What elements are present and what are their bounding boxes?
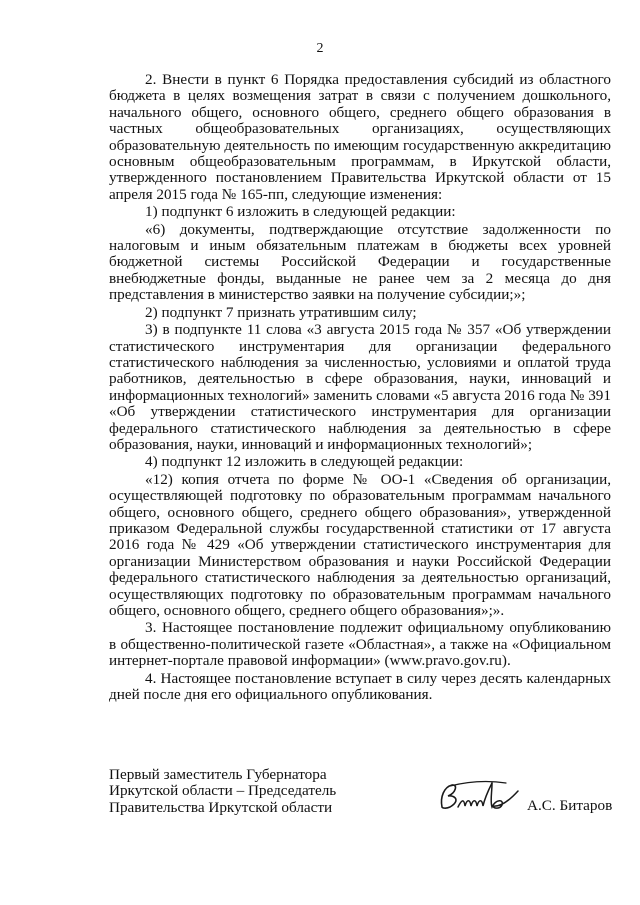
paragraph-subitem-4: 4) подпункт 12 изложить в следующей редакции: [145,453,464,471]
signer-position-line: Правительства Иркутской области [109,798,333,816]
signer-position-line: Иркутской области – Председатель [109,782,337,800]
page-number: 2 [316,41,324,56]
paragraph-item-2: 2. Внести в пункт 6 Порядка предоставления субсидий из областного бюджета в целях возмещения затрат в связи с получением дошкольного, начального общего, основного общего, среднего общего образования в частных общеобразовательных организациях, осуществляющих образовательную деятельность по имеющим государственную аккредитацию основным общеобразовательным программам, в Иркутской области, утвержденного постановлением Правительства Иркутской области от 15 апреля 2015 года № 165-пп, следующие изменения: [109,71,611,203]
signature-block [109,767,611,837]
paragraph-item-4: 4. Настоящее постановление вступает в силу через десять календарных дней после дня его официального опубликования. [109,669,611,704]
signer-position-line: Первый заместитель Губернатора [109,766,327,783]
paragraph-subitem-12-text: «12) копия отчета по форме № ОО-1 «Сведения об организации, осуществляющей подготовку по образовательным программам начального общего, основного общего, среднего общего образования», утвержденной приказом Федеральной службы государственной статистики от 17 августа 2016 года № 429 «Об утверждении статистического инструментария для организации Министерством образования и науки Российской Федерации федерального статистического наблюдения за деятельностью организаций, осуществляющих подготовку по образовательным программам начального общего, основного общего, среднего общего образования»;». [109,470,611,619]
paragraph-item-3: 3. Настоящее постановление подлежит официальному опубликованию в общественно-политической газете «Областная», а также на «Официальном интернет-портале правовой информации» (www.pravo.gov.ru). [109,619,611,670]
paragraph-subitem-1: 1) подпункт 6 изложить в следующей редакции: [145,203,456,221]
paragraph-subitem-3: 3) в подпункте 11 слова «3 августа 2015 года № 357 «Об утверждении статистического инструментария для организации федерального статистического наблюдения за численностью, условиями и оплатой труда работников, деятельностью в сфере образования, науки, инноваций и информационных технологий» заменить словами «5 августа 2016 года № 391 «Об утверждении статистического инструментария для организации федерального статистического наблюдения за деятельностью в сфере образования, науки, инноваций и информационных технологий»; [109,321,611,453]
signer-name: А.С. Битаров [527,797,613,814]
paragraph-subitem-6-text: «6) документы, подтверждающие отсутствие задолженности по налоговым и иным обязательным платежам в бюджеты всех уровней бюджетной системы Российской Федерации и государственные внебюджетные фонды, выданные не ранее чем за 2 месяца до дня представления в министерство заявки на получение субсидии;»; [109,220,611,304]
handwritten-signature [436,777,522,817]
signer-position [109,767,336,816]
document-body [109,72,611,703]
paragraph-subitem-2: 2) подпункт 7 признать утратившим силу; [145,303,417,321]
